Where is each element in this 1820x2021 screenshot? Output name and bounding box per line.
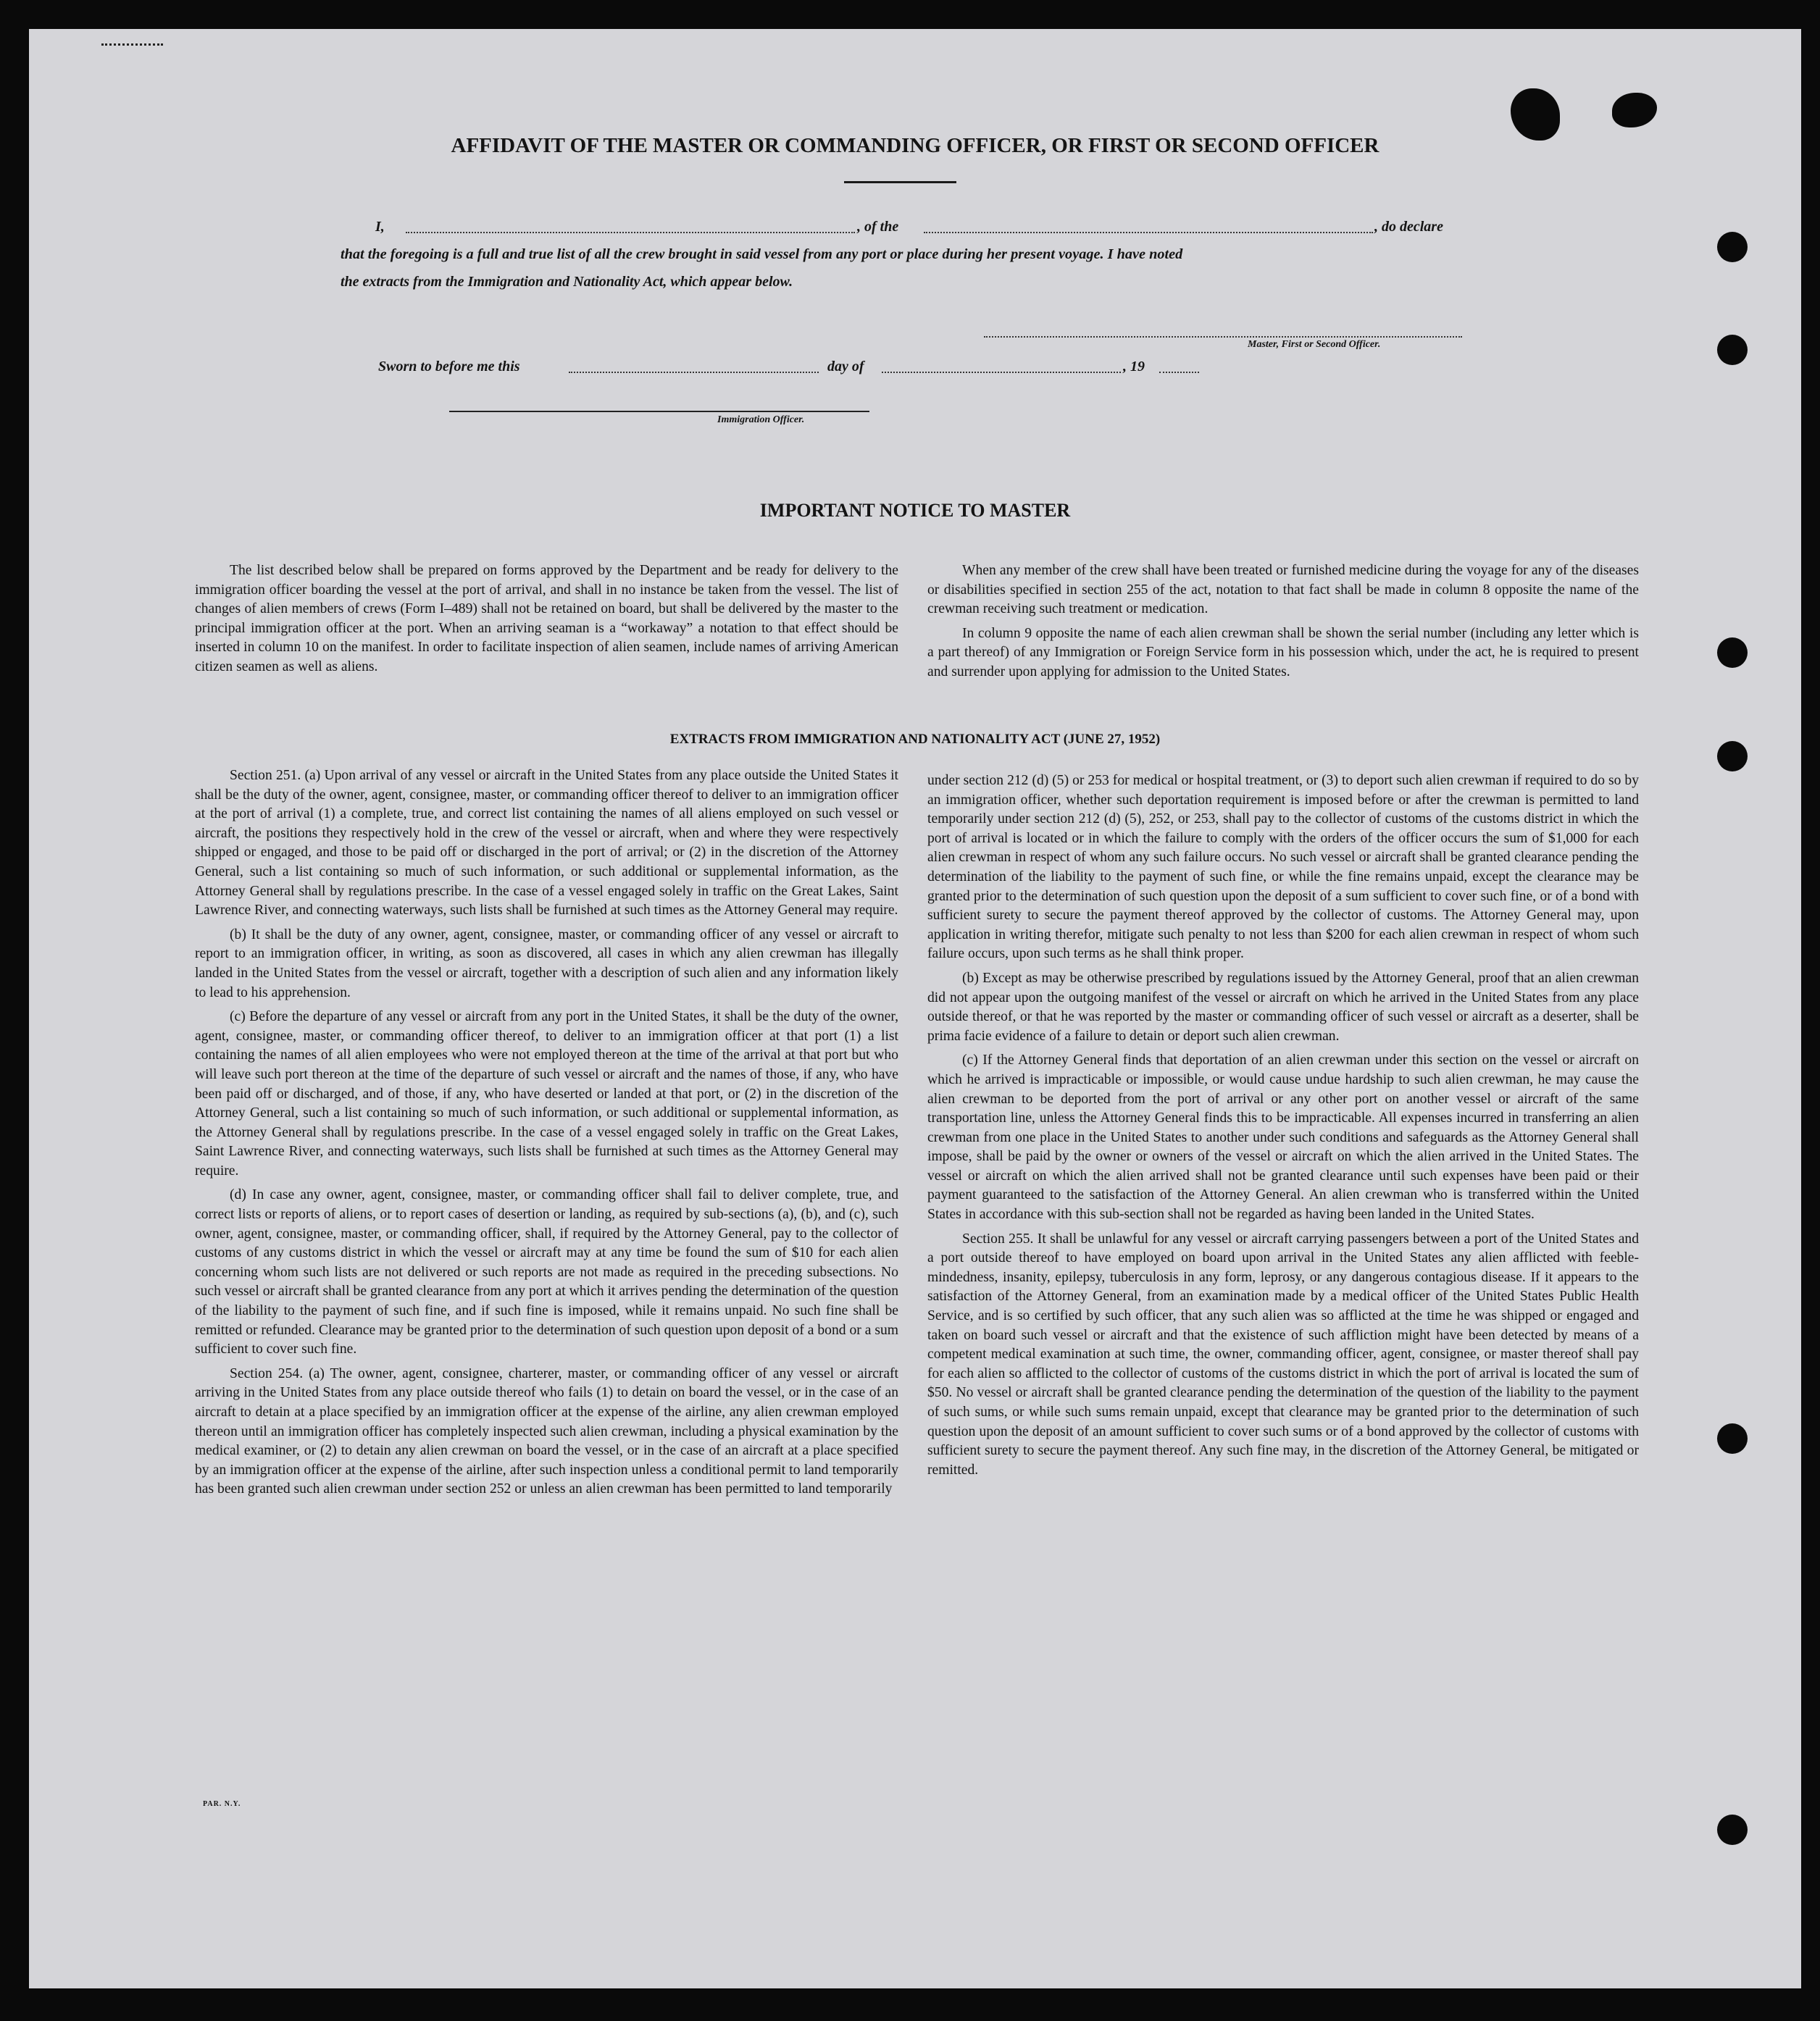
declaration-line-2: the extracts from the Immigration and Nationality Act, which appear below. bbox=[341, 274, 793, 290]
signature-caption: Master, First or Second Officer. bbox=[1248, 339, 1381, 350]
extract-paragraph: (c) Before the departure of any vessel or aircraft from any port in the United States, it shall be the duty of the owner, agent, consignee, master, or commanding officer thereof, to deliver to an immigration officer at that port (1) a list containing the names of all alien employees who were not employed thereon at the time of the arrival at that port but who will leave such port thereon at the time of the departure of such vessel or aircraft and the names of those, if any, who have been paid off or discharged, and of those, if any, who have deserted or landed at that port, or (2) in the discretion of the Attorney General, such a list containing so much of such information, or such additional or supplemental information, as the Attorney General shall by regulations prescribe. In the case of a vessel engaged solely in traffic on the Great Lakes, Saint Lawrence River, and connecting waterways, such lists shall be furnished at such times as the Attorney General may require. bbox=[195, 1009, 898, 1179]
extract-paragraph: Section 251. (a) Upon arrival of any vessel or aircraft in the United States from any place outside the United States it shall be the duty of the owner, agent, consignee, master, or commanding officer thereof to deliver to an immigration officer at the port of arrival (1) a complete, true, and correct list containing the names of all aliens employed on such vessel or aircraft, the positions they respectively hold in the crew of the vessel or aircraft, when and where they were respectively shipped or engaged, and those to be paid off or discharged in the port of arrival; or (2) in the discretion of the Attorney General, such a list containing so much of such information, or such additional or supplemental information, as the Attorney General shall by regulations prescribe. In the case of a vessel engaged solely in traffic on the Great Lakes, Saint Lawrence River, and connecting waterways, such lists shall be furnished at such times as the Attorney General may require. bbox=[195, 768, 898, 919]
extracts-right-column bbox=[927, 771, 1639, 1485]
i-label: I, bbox=[375, 219, 385, 235]
extract-paragraph: Section 255. It shall be unlawful for any vessel or aircraft carrying passengers between a port of the United States and a port outside thereof to have employed on board upon arrival in the United States any alien afflicted with feeble-mindedness, insanity, epilepsy, tuberculosis in any form, leprosy, or any dangerous contagious disease. If it appears to the satisfaction of the Attorney General, from an examination made by a medical officer of the United States Public Health Service, and is so certified by such officer, that any such alien was so afflicted at the time he was shipped or engaged and taken on board such vessel or aircraft and that the existence of such affliction might have been detected by means of a competent medical examination at such time, the owner, commanding officer, agent, consignee, or master thereof shall pay for each alien so afflicted to the collector of customs of the customs district in which the port of arrival is located the sum of $50. No vessel or aircraft shall be granted clearance pending the determination of the question of the liability to the payment of such sums, or while such sums remain unpaid, except that clearance may be granted prior to the determination of such question upon the deposit of an amount sufficient to cover such sums or of a bond approved by the collector of customs with sufficient surety to secure the payment thereof. Any such fine may, in the discretion of the Attorney General, be mitigated or remitted. bbox=[927, 1231, 1639, 1478]
declaration-line-1: that the foregoing is a full and true list of all the crew brought in said vessel from any port or place during her present voyage. I have noted bbox=[341, 246, 1183, 262]
extracts-heading: EXTRACTS FROM IMMIGRATION AND NATIONALITY ACT (JUNE 27, 1952) bbox=[669, 732, 1161, 747]
name-field[interactable] bbox=[406, 232, 855, 233]
extract-paragraph: under section 212 (d) (5) or 253 for medical or hospital treatment, or (3) to deport such alien crewman if required to do so by an immigration officer, whether such deportation requirement is imposed before or after the crewman is permitted to land temporarily under section 212 (d) (5), 252, or 253, shall pay to the collector of customs of the customs district in which the port of arrival is located or in which the failure to comply with the orders of the officer occurs the sum of $1,000 for each alien crewman in respect of whom any such failure occurs. No such vessel or aircraft shall be granted clearance pending the determination of the liability to the payment of such fine, or while the fine remains unpaid, except the clearance may be granted prior to the determination of such question upon the deposit of a sum sufficient to cover such fine, or of a bond with sufficient surety to secure the payment thereof approved by the collector of customs. The Attorney General may, upon application in writing therefor, mitigate such penalty to not less than $200 for each alien crewman in respect of whom such failure occurs, upon such terms as he shall think proper. bbox=[927, 773, 1639, 962]
notice-left-column bbox=[195, 561, 898, 682]
extract-paragraph: (d) In case any owner, agent, consignee, master, or commanding officer shall fail to deliver complete, true, and correct lists or reports of aliens, or to report cases of desertion or landing, as required by sub-sections (a), (b), and (c), such owner, agent, consignee, master, or commanding officer, shall, if required by the Attorney General, pay to the collector of customs of any customs district in which the vessel or aircraft may at any time be found the sum of $10 for each alien concerning whom such lists are not delivered or such reports are not made as required in the preceding subsections. No such vessel or aircraft shall be granted clearance from any port at which it arrives pending the determination of the question of the liability to the payment of such fine, and if such fine is imposed, while it remains unpaid. No such fine shall be remitted or refunded. Clearance may be granted prior to the determination of such question upon deposit of a bond or a sum sufficient to cover such fine. bbox=[195, 1187, 898, 1357]
extract-paragraph: (b) Except as may be otherwise prescribed by regulations issued by the Attorney General, proof that an alien crewman did not appear upon the outgoing manifest of the vessel or aircraft on which he arrived in the United States from any place outside thereof, or that he was reported by the master or commanding officer of such vessel or aircraft as a deserter, shall be prima facie evidence of a failure to detain or deport such alien crewman. bbox=[927, 970, 1639, 1044]
day-of-label: day of bbox=[827, 359, 864, 375]
sworn-month-field[interactable] bbox=[882, 372, 1121, 373]
punch-hole bbox=[1717, 1815, 1748, 1845]
notice-paragraph: When any member of the crew shall have been treated or furnished medicine during the voyage for any of the diseases or disabilities specified in section 255 of the act, notation to that fact shall be made in column 8 opposite the name of the crewman receiving such treatment or medication. bbox=[927, 563, 1639, 617]
officer-caption: Immigration Officer. bbox=[717, 414, 805, 425]
do-declare-label: , do declare bbox=[1374, 219, 1443, 235]
extract-paragraph: (b) It shall be the duty of any owner, agent, consignee, master, or commanding officer of any vessel or aircraft to report to an immigration officer, in writing, as soon as discovered, all cases in which any alien crewman has illegally landed in the United States from the vessel or aircraft, together with a description of such alien and any information likely to lead to his apprehension. bbox=[195, 926, 898, 1000]
notice-right-column bbox=[927, 561, 1639, 687]
punch-hole bbox=[1717, 637, 1748, 668]
extracts-left-column bbox=[195, 766, 898, 1505]
notice-paragraph: In column 9 opposite the name of each alien crewman shall be shown the serial number (including any letter which is a part thereof) of any Immigration or Foreign Service form in his possession which, under the act, he is required to present and surrender upon applying for admission to the United States. bbox=[927, 625, 1639, 679]
year-label: , 19 bbox=[1123, 359, 1145, 375]
notice-heading: IMPORTANT NOTICE TO MASTER bbox=[759, 500, 1071, 521]
officer-signature-field[interactable] bbox=[449, 411, 869, 412]
vessel-field[interactable] bbox=[924, 232, 1373, 233]
torn-hole-left bbox=[1511, 88, 1560, 141]
notice-paragraph: The list described below shall be prepared on forms approved by the Department and be ready for delivery to the immigration officer boarding the vessel at the port of arrival, and shall in no instance be taken from the vessel. The list of changes of alien members of crews (Form I–489) shall not be retained on board, but shall be delivered by the master to the principal immigration officer at the port. When an arriving seaman is a “workaway” a notation to that effect should be inserted in column 10 on the manifest. In order to facilitate inspection of alien seamen, include names of arriving American citizen seamen as well as aliens. bbox=[195, 563, 898, 674]
heading-rule bbox=[844, 181, 956, 183]
extract-paragraph: Section 254. (a) The owner, agent, consignee, charterer, master, or commanding officer of any vessel or aircraft arriving in the United States from any place outside thereof who fails (1) to detain on board the vessel, or in the case of an aircraft to detain at a place specified by an immigration officer at the expense of the airline, any alien crewman employed thereon until an immigration officer has completely inspected such alien crewman, including a physical examination by the medical examiner, or (2) to detain any alien crewman on board the vessel, or in the case of an aircraft at a place specified by an immigration officer at the expense of the airline, after such inspection unless a conditional permit to land temporarily has been granted such alien crewman under section 252 or unless an alien crewman has been permitted to land temporarily bbox=[195, 1365, 898, 1497]
punch-hole bbox=[1717, 335, 1748, 365]
printer-mark: PAR. N.Y. bbox=[203, 1800, 241, 1808]
sworn-label: Sworn to before me this bbox=[378, 359, 520, 375]
document-page bbox=[29, 29, 1801, 1988]
punch-hole bbox=[1717, 1423, 1748, 1454]
affidavit-heading: AFFIDAVIT OF THE MASTER OR COMMANDING OFFICER, OR FIRST OR SECOND OFFICER bbox=[451, 134, 1379, 157]
sworn-year-field[interactable] bbox=[1159, 372, 1199, 373]
torn-hole-right bbox=[1612, 93, 1657, 127]
signature-field[interactable] bbox=[984, 336, 1462, 338]
of-the-label: , of the bbox=[857, 219, 899, 235]
extract-paragraph: (c) If the Attorney General finds that deportation of an alien crewman under this section on the vessel or aircraft on which he arrived is impracticable or impossible, or would cause undue hardship to such alien crewman, he may cause the alien crewman to be deported from the port of arrival or any other port on another vessel or aircraft of the same transportation line, unless the Attorney General finds this to be impracticable. All expenses incurred in transferring an alien crewman from one place in the United States to another under such conditions and safeguards as the Attorney General shall impose, shall be paid by the owner or owners of the vessel or aircraft on which the alien arrived in the United States. The vessel or aircraft on which the alien arrived shall not be granted clearance until such expenses have been paid or their payment guaranteed to the satisfaction of the Attorney General. An alien crewman who is transferred within the United States in accordance with this sub-section shall not be regarded as having been landed in the United States. bbox=[927, 1053, 1639, 1223]
corner-mark bbox=[101, 43, 163, 46]
sworn-day-field[interactable] bbox=[569, 372, 819, 373]
punch-hole bbox=[1717, 232, 1748, 262]
